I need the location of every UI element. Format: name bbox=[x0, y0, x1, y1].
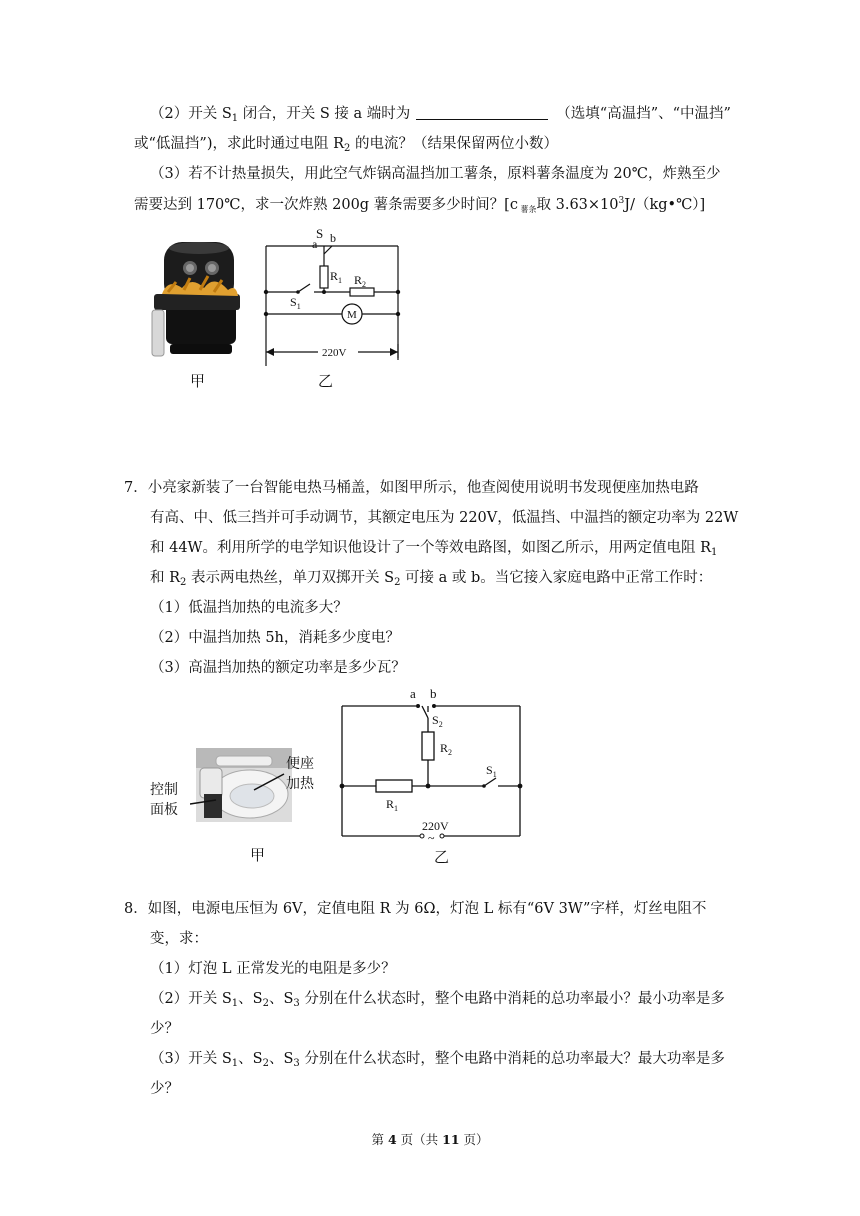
q6-part3-line2: 需要达到 170℃，求一次炸熟 200g 薯条需要多少时间？[c $_{薯条}$取 $3.63\times 10^3J/(kg•℃)$] bbox=[134, 196, 706, 214]
terminal-a-label-q7: a bbox=[410, 686, 416, 701]
q6-part2-line1: （2）开关 $S_1$ 闭合，开关 S 接 a 端时为 （选填“高温挡”、“中温挡” bbox=[150, 106, 731, 124]
figure-label-yi-q7: 乙 bbox=[434, 848, 450, 866]
pointer-lines bbox=[190, 760, 290, 820]
s1-label-q7: $S_1$ bbox=[486, 763, 497, 779]
answer-blank[interactable] bbox=[416, 105, 548, 120]
page-total: 11 bbox=[442, 1132, 460, 1147]
q8-sub1: （1）灯泡 L 正常发光的电阻是多少？ bbox=[150, 961, 396, 977]
figure-label-jia-q7: 甲 bbox=[250, 846, 266, 864]
q7-sub1: （1）低温挡加热的电流多大？ bbox=[150, 600, 348, 616]
s2-label: $S_2$ bbox=[432, 713, 443, 729]
voltage-label: 220V bbox=[322, 347, 347, 359]
q6-part3-line1: （3）若不计热量损失，用此空气炸锅高温挡加工薯条，原料薯条温度为 20℃，炸熟至少 bbox=[150, 166, 721, 182]
r2-label-q7: $R_2$ bbox=[440, 741, 453, 757]
q7-line2: 有高、中、低三挡并可手动调节，其额定电压为 220V，低温挡、中温挡的额定功率为 22W bbox=[150, 510, 739, 526]
q7-line3: 和 44W。利用所学的电学知识他设计了一个等效电路图，如图乙所示，用两定值电阻 $R_1$ bbox=[150, 540, 718, 558]
page-number: 4 bbox=[387, 1132, 397, 1147]
q6-part2-line2: 或“低温挡”)，求此时通过电阻 $R_2$ 的电流？（结果保留两位小数） bbox=[134, 136, 558, 154]
page-footer: 第 4 页（共 11 页） bbox=[371, 1132, 489, 1147]
air-fryer-image bbox=[148, 238, 246, 366]
air-fryer-circuit-diagram bbox=[258, 226, 408, 366]
r1-label-q7: $R_1$ bbox=[386, 797, 399, 813]
q8-sub2-line2: 少？ bbox=[150, 1021, 179, 1037]
motor-label: M bbox=[347, 309, 357, 321]
q8-sub3-line1: （3）开关 $S_1$、$S_2$、$S_3$ 分别在什么状态时，整个电路中消耗的总功率最大？最大功率是多 bbox=[150, 1051, 725, 1069]
r1-label: $R_1$ bbox=[330, 269, 343, 285]
q7-line4: 和 $R_2$ 表示两电热丝，单刀双掷开关 $S_2$ 可接 a 或 b。当它接入家庭电路中正常工作时： bbox=[150, 570, 713, 588]
ac-symbol: ~ bbox=[428, 831, 435, 844]
figure-label-yi: 乙 bbox=[318, 372, 334, 390]
q8-line2: 变，求： bbox=[150, 931, 208, 947]
q8-line1: 8．如图，电源电压恒为 6V，定值电阻 R 为 6Ω，灯泡 L 标有“6V 3W”字样，灯丝电阻不 bbox=[124, 901, 707, 917]
control-panel-label: 控制 面板 bbox=[150, 782, 178, 818]
q8-sub2-line1: （2）开关 $S_1$、$S_2$、$S_3$ 分别在什么状态时，整个电路中消耗的总功率最小？最小功率是多 bbox=[150, 991, 725, 1009]
seat-heating-label: 便座 加热 bbox=[286, 756, 314, 792]
terminal-b-label: b bbox=[330, 231, 336, 245]
figure-label-jia: 甲 bbox=[190, 372, 206, 390]
voltage-label-q7: 220V bbox=[422, 819, 449, 833]
q7-sub3: （3）高温挡加热的额定功率是多少瓦？ bbox=[150, 660, 406, 676]
s1-label: $S_1$ bbox=[290, 295, 301, 311]
q7-sub2: （2）中温挡加热 5h，消耗多少度电？ bbox=[150, 630, 400, 646]
terminal-a-label: a bbox=[312, 237, 318, 251]
terminal-b-label-q7: b bbox=[430, 686, 437, 701]
toilet-seat-circuit-diagram bbox=[336, 684, 526, 844]
r2-label: $R_2$ bbox=[354, 273, 367, 289]
q7-line1: 7．小亮家新装了一台智能电热马桶盖，如图甲所示，他查阅使用说明书发现便座加热电路 bbox=[124, 480, 699, 496]
q8-sub3-line2: 少？ bbox=[150, 1081, 179, 1097]
switch-s-label: S bbox=[316, 226, 324, 241]
